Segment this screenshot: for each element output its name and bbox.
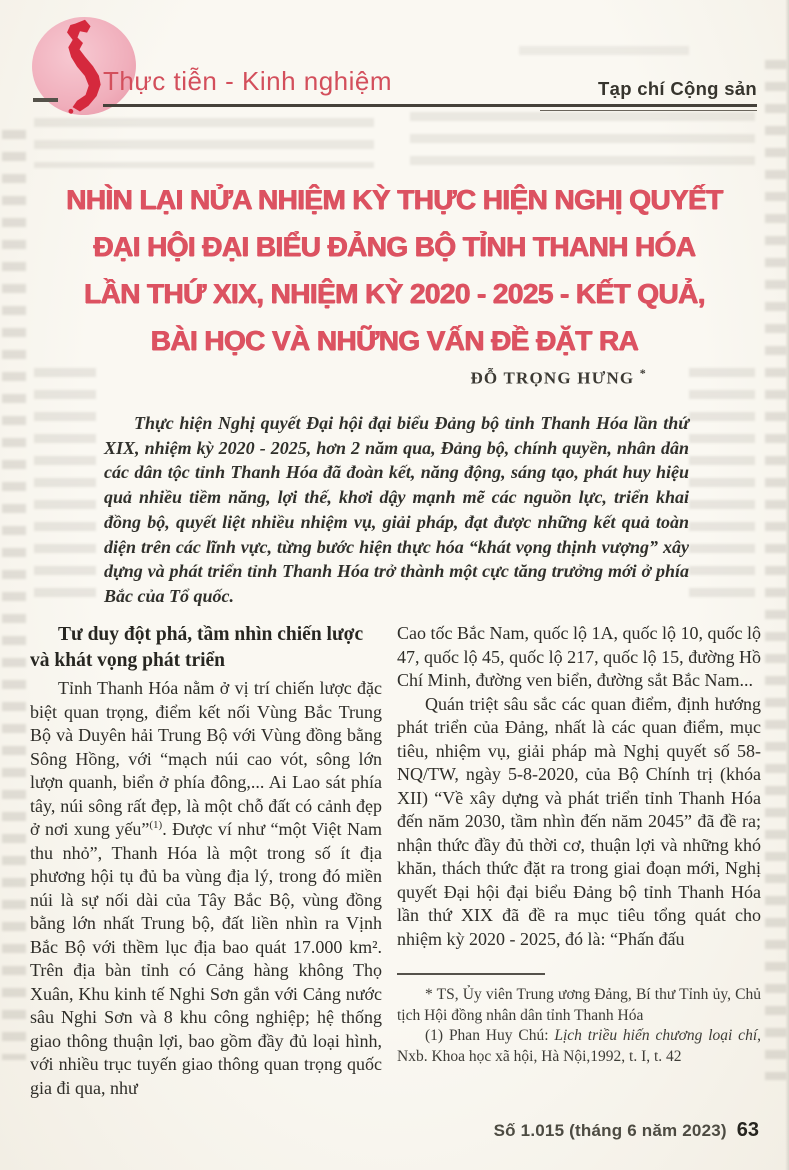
- footnote-citation: [397, 1026, 761, 1067]
- section-heading: Tư duy đột phá, tầm nhìn chiến lược và khát vọng phát triển: [30, 624, 364, 671]
- page-footer: [494, 1119, 759, 1142]
- footnote-author-note: * TS, Ủy viên Trung ương Đảng, Bí thư Tỉnh ủy, Chủ tịch Hội đồng nhân dân tỉnh Thanh Hóa: [397, 986, 761, 1024]
- citation-prefix: (1) Phan Huy Chú:: [425, 1027, 555, 1044]
- citation-suffix: , Nxb. Khoa học xã hội, Hà Nội,1992, t. I, t. 42: [397, 1027, 761, 1065]
- page-number: 63: [736, 1119, 759, 1141]
- bleed-through-texture: [2, 130, 26, 1060]
- paragraph-text: Tỉnh Thanh Hóa nằm ở vị trí chiến lược đặc biệt quan trọng, điểm kết nối Vùng Bắc Trung Bộ và Duyên hải Trung Bộ với Vùng đồng bằng Sông Hồng, với “mạch núi cao vót, sông lớn lượn quanh, biển ở phía đông,... Ai Lao sát phía tây, núi sông rất đẹp, là một chỗ đất có cảnh đẹp ở nơi xung yếu”: [30, 678, 382, 839]
- footnote-divider: [397, 973, 545, 975]
- article-abstract: Thực hiện Nghị quyết Đại hội đại biểu Đảng bộ tỉnh Thanh Hóa lần thứ XIX, nhiệm kỳ 2020 - 2025, hơn 2 năm qua, Đảng bộ, chính quyền, nhân dân các dân tộc tỉnh Thanh Hóa đã đoàn kết, năng động, sáng tạo, phát huy hiệu quả nhiều tiềm năng, lợi thế, khơi dậy mạnh mẽ các nguồn lực, triển khai đồng bộ, quyết liệt nhiều nhiệm vụ, giải pháp, đạt được những kết quả toàn diện trên các lĩnh vực, từng bước hiện thực hóa “khát vọng thịnh vượng” xây dựng và phát triển tỉnh Thanh Hóa trở thành một cực tăng trưởng mới ở phía Bắc của Tổ quốc.: [104, 413, 689, 606]
- bleed-through-texture: [519, 46, 689, 62]
- title-line: NHÌN LẠI NỬA NHIỆM KỲ THỰC HIỆN NGHỊ QUYẾT: [66, 184, 723, 215]
- author-name: ĐỖ TRỌNG HƯNG: [470, 368, 635, 388]
- citation-title: Lịch triều hiến chương loại chí: [554, 1027, 758, 1044]
- header-dash: [33, 98, 58, 102]
- bleed-through-texture: [689, 368, 755, 610]
- author-line: [470, 366, 647, 389]
- title-line: LẦN THỨ XIX, NHIỆM KỲ 2020 - 2025 - KẾT QUẢ,: [84, 278, 705, 309]
- scan-edge-shadow: [785, 0, 789, 1170]
- left-column: [30, 622, 382, 1100]
- journal-name: Tạp chí Cộng sản: [598, 78, 757, 99]
- bleed-through-texture: [34, 368, 96, 610]
- section-label: Thực tiễn - Kinh nghiệm: [103, 66, 393, 96]
- bleed-through-texture: [410, 112, 755, 168]
- body-columns: [30, 622, 761, 1100]
- title-line: ĐẠI HỘI ĐẠI BIỂU ĐẢNG BỘ TỈNH THANH HÓA: [93, 231, 696, 262]
- title-line: BÀI HỌC VÀ NHỮNG VẤN ĐỀ ĐẶT RA: [150, 325, 639, 356]
- article-title: [28, 176, 761, 364]
- author-footnote-mark: *: [639, 366, 647, 380]
- header-rule-thin: [540, 110, 757, 111]
- bleed-through-texture: [765, 60, 787, 1080]
- issue-label: Số 1.015 (tháng 6 năm 2023): [493, 1121, 727, 1140]
- body-paragraph: Cao tốc Bắc Nam, quốc lộ 1A, quốc lộ 10, quốc lộ 47, quốc lộ 45, quốc lộ 217, quốc lộ 15, đường Hồ Chí Minh, đường ven biển, đường sắt Bắc Nam...: [397, 623, 761, 690]
- header-rule: [103, 104, 757, 107]
- body-paragraph: [30, 677, 382, 1100]
- body-paragraph: Quán triệt sâu sắc các quan điểm, định hướng phát triển của Đảng, nhất là các quan điểm, mục tiêu, nhiệm vụ, giải pháp mà Nghị quyết số 58-NQ/TW, ngày 5-8-2020, của Bộ Chính trị (khóa XII) “Về xây dựng và phát triển tỉnh Thanh Hóa đến năm 2030, tầm nhìn đến năm 2045” đã đề ra; nhận thức đầy đủ thời cơ, thuận lợi và những khó khăn, thách thức đặt ra trong giai đoạn mới, Nghị quyết Đại hội đại biểu Đảng bộ tỉnh Thanh Hóa lần thứ XIX đã đề ra mục tiêu tổng quát cho nhiệm kỳ 2020 - 2025, đó là: “Phấn đấu: [397, 693, 761, 949]
- paragraph-text: . Được ví như “một Việt Nam thu nhỏ”, Thanh Hóa là một trong số ít địa phương hội tụ đủ ba vùng địa lý, trong đó miền núi là sự nối dài của Tây Bắc Bộ, vùng đồng bằng lớn nhất Trung bộ, đất liền nhìn ra Vịnh Bắc Bộ với thềm lục địa bao quát 17.000 km². Trên địa bàn tỉnh có Cảng hàng không Thọ Xuân, Khu kinh tế Nghi Sơn gắn với Cảng nước sâu Nghi Sơn và 8 khu công nghiệp; hệ thống giao thông thuận lợi, bao gồm đầy đủ loại hình, với nhiều trục tuyến giao thông quan trọng quốc gia đi qua, như: [30, 819, 382, 1098]
- bleed-through-texture: [34, 118, 374, 168]
- footnote-ref: (1): [149, 819, 163, 831]
- right-column: [397, 622, 761, 1100]
